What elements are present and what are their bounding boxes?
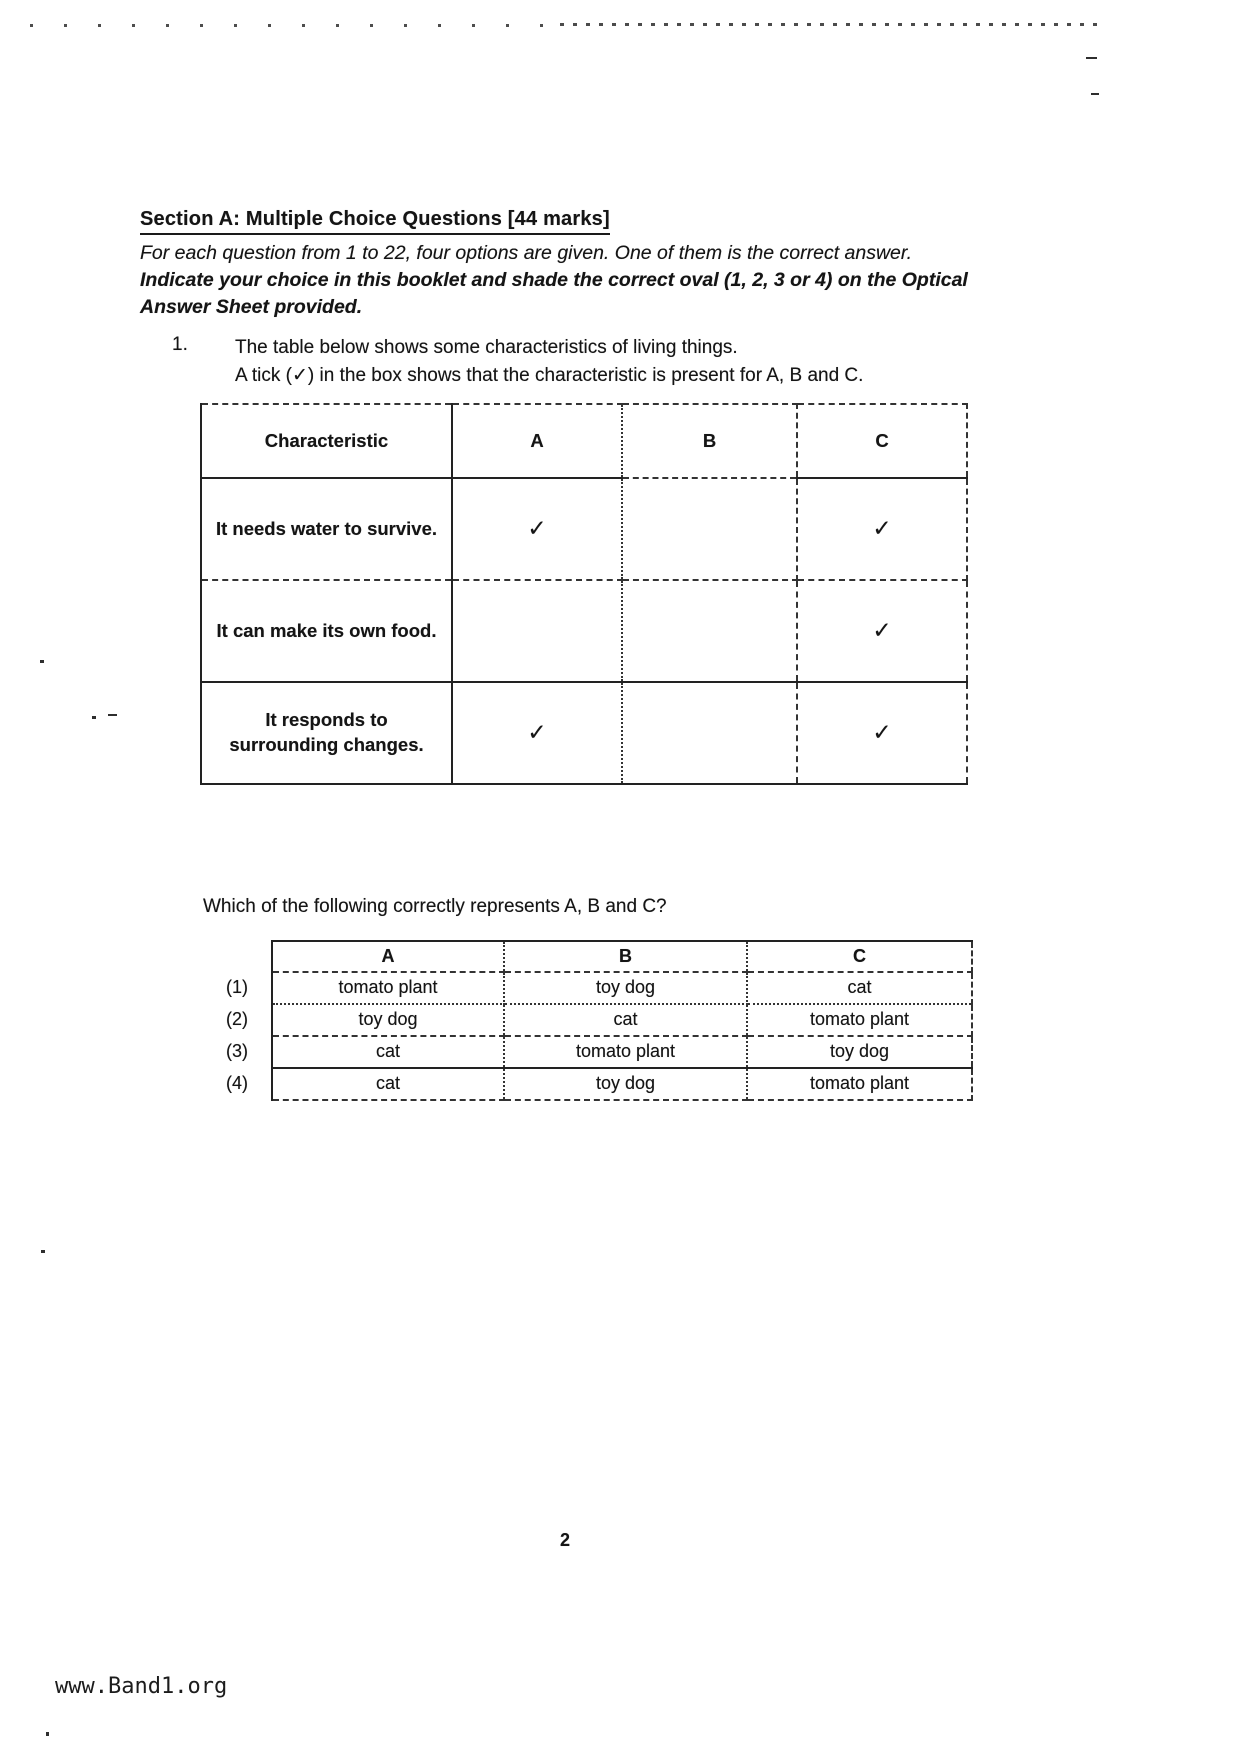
tick-cell-c: ✓ (797, 478, 967, 580)
option-label: (4) (226, 1073, 248, 1094)
section-heading: Section A: Multiple Choice Questions [44 marks] (140, 208, 610, 235)
scan-artifact (41, 1250, 45, 1253)
option-cell-c: tomato plant (747, 1004, 972, 1036)
table-row (201, 478, 967, 580)
option-label: (1) (226, 977, 248, 998)
scan-noise-band (560, 23, 1105, 26)
column-header-c: C (797, 404, 967, 478)
instructions-line-1: For each question from 1 to 22, four options are given. One of them is the correct answer. (140, 242, 913, 264)
tick-cell-b (622, 580, 797, 682)
column-header-b: B (622, 404, 797, 478)
option-cell-b: toy dog (504, 1068, 747, 1100)
column-header-a: A (452, 404, 622, 478)
option-label: (2) (226, 1009, 248, 1030)
options-table-header-row (222, 941, 972, 972)
option-label: (3) (226, 1041, 248, 1062)
option-cell-b: cat (504, 1004, 747, 1036)
characteristic-label: It can make its own food. (201, 580, 452, 682)
question-text-line-2: A tick (✓) in the box shows that the characteristic is present for A, B and C. (235, 365, 864, 386)
characteristics-table (200, 403, 968, 785)
section-instructions (140, 240, 985, 321)
option-cell-a: cat (272, 1036, 504, 1068)
option-cell-b: toy dog (504, 972, 747, 1004)
scan-artifact (1086, 57, 1097, 59)
question-number: 1. (172, 334, 188, 355)
tick-cell-c: ✓ (797, 580, 967, 682)
tick-cell-c: ✓ (797, 682, 967, 784)
table-row (201, 682, 967, 784)
options-column-header-b: B (504, 941, 747, 972)
options-column-header-c: C (747, 941, 972, 972)
footer-url: www.Band1.org (55, 1674, 228, 1699)
sub-question-text: Which of the following correctly represents A, B and C? (203, 896, 667, 917)
option-cell-a: toy dog (272, 1004, 504, 1036)
option-row (222, 1068, 972, 1100)
tick-cell-b (622, 682, 797, 784)
table-row (201, 580, 967, 682)
tick-cell-b (622, 478, 797, 580)
scan-artifact (46, 1732, 49, 1736)
options-column-header-a: A (272, 941, 504, 972)
tick-cell-a: ✓ (452, 478, 622, 580)
options-table (222, 940, 973, 1101)
scan-artifact (108, 714, 117, 716)
page-number: 2 (560, 1530, 571, 1550)
characteristic-label: It responds to surrounding changes. (201, 682, 452, 784)
option-cell-a: cat (272, 1068, 504, 1100)
characteristic-label: It needs water to survive. (201, 478, 452, 580)
characteristics-table-header-row (201, 404, 967, 478)
option-cell-c: tomato plant (747, 1068, 972, 1100)
scan-artifact (1091, 93, 1099, 95)
tick-cell-a: ✓ (452, 682, 622, 784)
instructions-line-2: Indicate your choice in this booklet and shade the correct oval (1, 2, 3 or 4) on the Optical Answer Sheet provided. (140, 269, 968, 318)
scan-noise-band (30, 24, 560, 27)
column-header-characteristic: Characteristic (201, 404, 452, 478)
option-cell-c: toy dog (747, 1036, 972, 1068)
option-row (222, 1036, 972, 1068)
option-cell-b: tomato plant (504, 1036, 747, 1068)
options-header-spacer (222, 941, 272, 972)
option-cell-a: tomato plant (272, 972, 504, 1004)
question-text-line-1: The table below shows some characteristics of living things. (235, 337, 738, 358)
scan-artifact (40, 660, 44, 663)
question-text (235, 334, 975, 390)
option-row (222, 1004, 972, 1036)
option-row (222, 972, 972, 1004)
option-cell-c: cat (747, 972, 972, 1004)
tick-cell-a (452, 580, 622, 682)
scan-artifact (92, 716, 96, 719)
